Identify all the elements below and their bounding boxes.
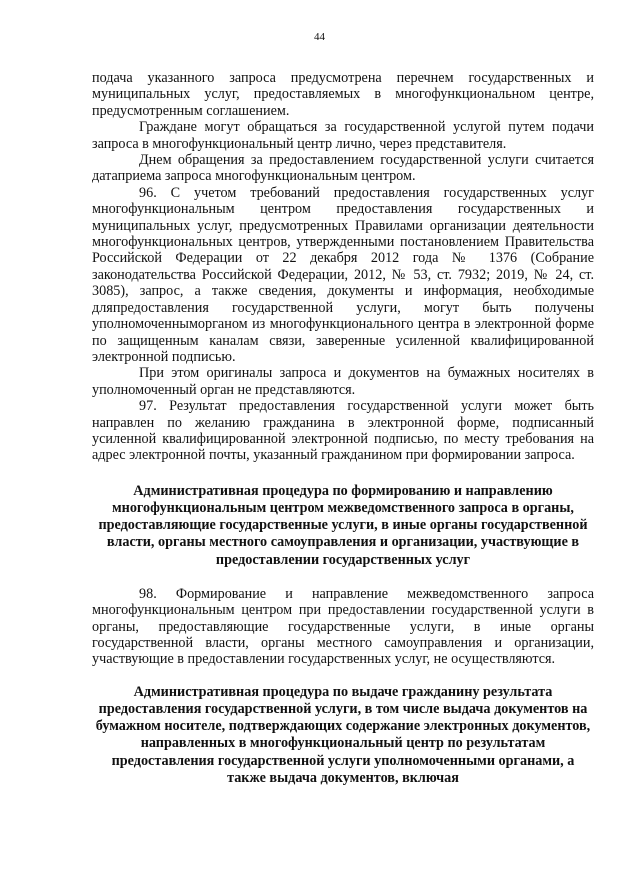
paragraph-97: 97. Результат предоставления государственной услуги может быть направлен по желанию гражданина в электронной форме, подписанный усиленной квалифицированной электронной подписью, по месту требования на адрес электронной почты, указанный гражданином при формировании запроса. [92, 398, 594, 464]
page-number: 44 [314, 31, 325, 43]
document-body [92, 70, 594, 787]
paragraph-citizens-apply: Граждане могут обращаться за государственной услугой путем подачи запроса в многофункциональный центр лично, через представителя. [92, 119, 594, 152]
paragraph-98: 98. Формирование и направление межведомственного запроса многофункциональным центром при предоставлении государственной услуги в органы, предоставляющие государственные услуги, в иные органы государственной власти, органы местного самоуправления и организации, участвующие в предоставлении государственных услуг, не осуществляются. [92, 585, 594, 668]
paragraph-intro-continuation: подача указанного запроса предусмотрена перечнем государственных и муниципальных услуг, предоставляемых в многофункциональном центре, предусмотренным соглашением. [92, 70, 594, 119]
paragraph-application-date: Днем обращения за предоставлением государственной услуги считается датаприема запроса многофункциональным центром. [92, 152, 594, 185]
section-heading-interagency-request: Административная процедура по формированию и направлению многофункциональным центром межведомственного запроса в органы, предоставляющие государственные услуги, в иные органы государственной власти, органы местного самоуправления и организации, участвующие в предоставлении государственных услуг [98, 482, 588, 568]
section-heading-result-issuance: Административная процедура по выдаче гражданину результата предоставления государственной услуги, в том числе выдача документов на бумажном носителе, подтверждающих содержание электронных документов, направленных в многофункциональный центр по результатам предоставления государственной услуги уполномоченными органами, а также выдача документов, включая [95, 683, 591, 786]
paragraph-96: 96. С учетом требований предоставления государственных услуг многофункциональным центром предоставления государственных и муниципальных услуг, предусмотренных Правилами организации деятельности многофункциональных центров, утвержденными постановлением Правительства Российской Федерации от 22 декабря 2012 года № 1376 (Собрание законодательства Российской Федерации, 2012, № 53, ст. 7932; 2019, № 24, ст. 3085), запрос, а также сведения, документы и информация, необходимые дляпредоставления государственной услуги, могут быть получены уполномоченныморганом из многофункционального центра в электронной форме по защищенным каналам связи, заверенные усиленной квалифицированной электронной подписью. [92, 184, 594, 365]
paragraph-originals: При этом оригиналы запроса и документов на бумажных носителях в уполномоченный орган не представляются. [92, 365, 594, 398]
